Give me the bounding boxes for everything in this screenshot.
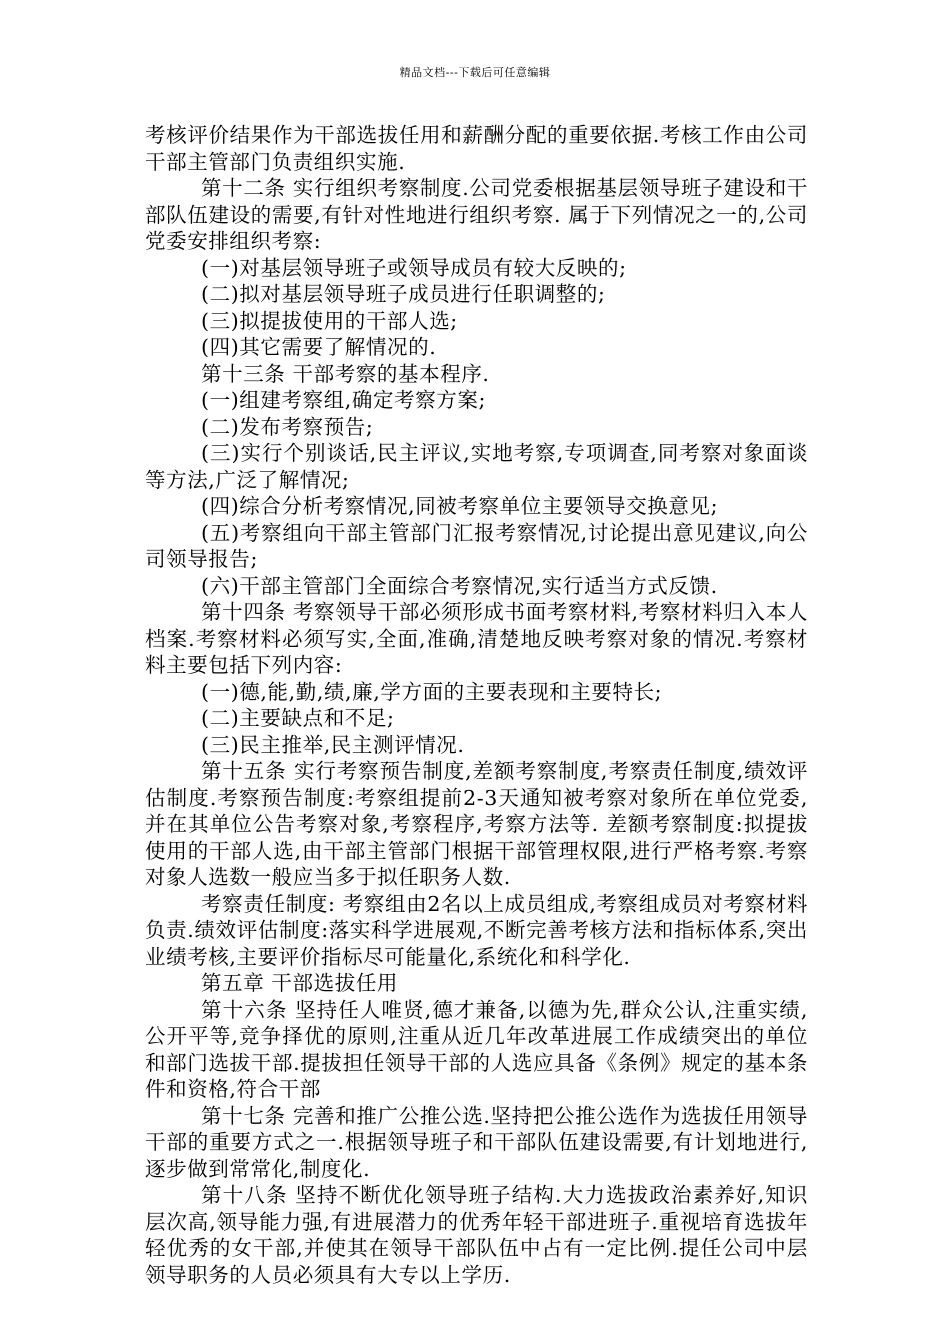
list-item: (三)民主推举,民主测评情况. <box>201 732 465 757</box>
article-14: 第十四条 考察领导干部必须形成书面考察材料,考察材料归入本人档案.考察材料必须写实,全面,准确,清楚地反映考察对象的情况.考察材料主要包括下列内容: <box>145 600 808 677</box>
page-header: 精品文档---下载后可任意编辑 <box>399 66 551 79</box>
list-item: (二)发布考察预告; <box>201 414 374 439</box>
list-item: (六)干部主管部门全面综合考察情况,实行适当方式反馈. <box>201 573 718 598</box>
article-16: 第十六条 坚持任人唯贤,德才兼备,以德为先,群众公认,注重实绩,公开平等,竞争择优的原则,注重从近几年改革进展工作成绩突出的单位和部门选拔干部.提拔担任领导干部的人选应具备《条例》规定的基本条件和资格,符合干部 <box>145 997 808 1101</box>
list-item: (二)拟对基层领导班子成员进行任职调整的; <box>201 282 606 306</box>
list-item: (三)拟提拔使用的干部人选; <box>201 308 458 333</box>
article-15: 第十五条 实行考察预告制度,差额考察制度,考察责任制度,绩效评估制度.考察预告制度:考察组提前2-3天通知被考察对象所在单位党委,并在其单位公告考察对象,考察程序,考察方法等. 差额考察制度:拟提拔使用的干部人选,由干部主管部门根据干部管理权限,进行严格考察.考察对象人选数一般应当多于拟任职务人数. <box>145 759 808 889</box>
chapter-heading: 第五章 干部选拔任用 <box>201 971 399 995</box>
list-item: (二)主要缺点和不足; <box>201 706 395 730</box>
article-12: 第十二条 实行组织考察制度.公司党委根据基层领导班子建设和干部队伍建设的需要,有针对性地进行组织考察. 属于下列情况之一的,公司党委安排组织考察: <box>145 176 808 253</box>
paragraph: 考核评价结果作为干部选拔任用和薪酬分配的重要依据.考核工作由公司干部主管部门负责组织实施. <box>145 123 808 174</box>
list-item: (五)考察组向干部主管部门汇报考察情况,讨论提出意见建议,向公司领导报告; <box>145 520 808 571</box>
article-13: 第十三条 干部考察的基本程序. <box>201 361 490 386</box>
article-17: 第十七条 完善和推广公推公选.坚持把公推公选作为选拔任用领导干部的重要方式之一.根据领导班子和干部队伍建设需要,有计划地进行,逐步做到常常化,制度化. <box>145 1103 808 1181</box>
paragraph: 考察责任制度: 考察组由2名以上成员组成,考察组成员对考察材料负责.绩效评估制度:落实科学进展观,不断完善考核方法和指标体系,突出业绩考核,主要评价指标尽可能量化,系统化和科学化. <box>145 891 808 969</box>
list-item: (三)实行个别谈话,民主评议,实地考察,专项调查,同考察对象面谈等方法,广泛了解情况; <box>145 441 808 492</box>
list-item: (一)德,能,勤,绩,廉,学方面的主要表现和主要特长; <box>201 679 663 704</box>
list-item: (一)对基层领导班子或领导成员有较大反映的; <box>201 255 627 280</box>
list-item: (一)组建考察组,确定考察方案; <box>201 388 487 412</box>
list-item: (四)其它需要了解情况的. <box>201 335 437 359</box>
article-18: 第十八条 坚持不断优化领导班子结构.大力选拔政治素养好,知识层次高,领导能力强,有进展潜力的优秀年轻干部进班子.重视培育选拔年轻优秀的女干部,并使其在领导干部队伍中占有一定比例.提任公司中层领导职务的人员必须具有大专以上学历. <box>145 1183 808 1287</box>
document-body <box>145 122 808 1288</box>
list-item: (四)综合分析考察情况,同被考察单位主要领导交换意见; <box>201 494 719 518</box>
